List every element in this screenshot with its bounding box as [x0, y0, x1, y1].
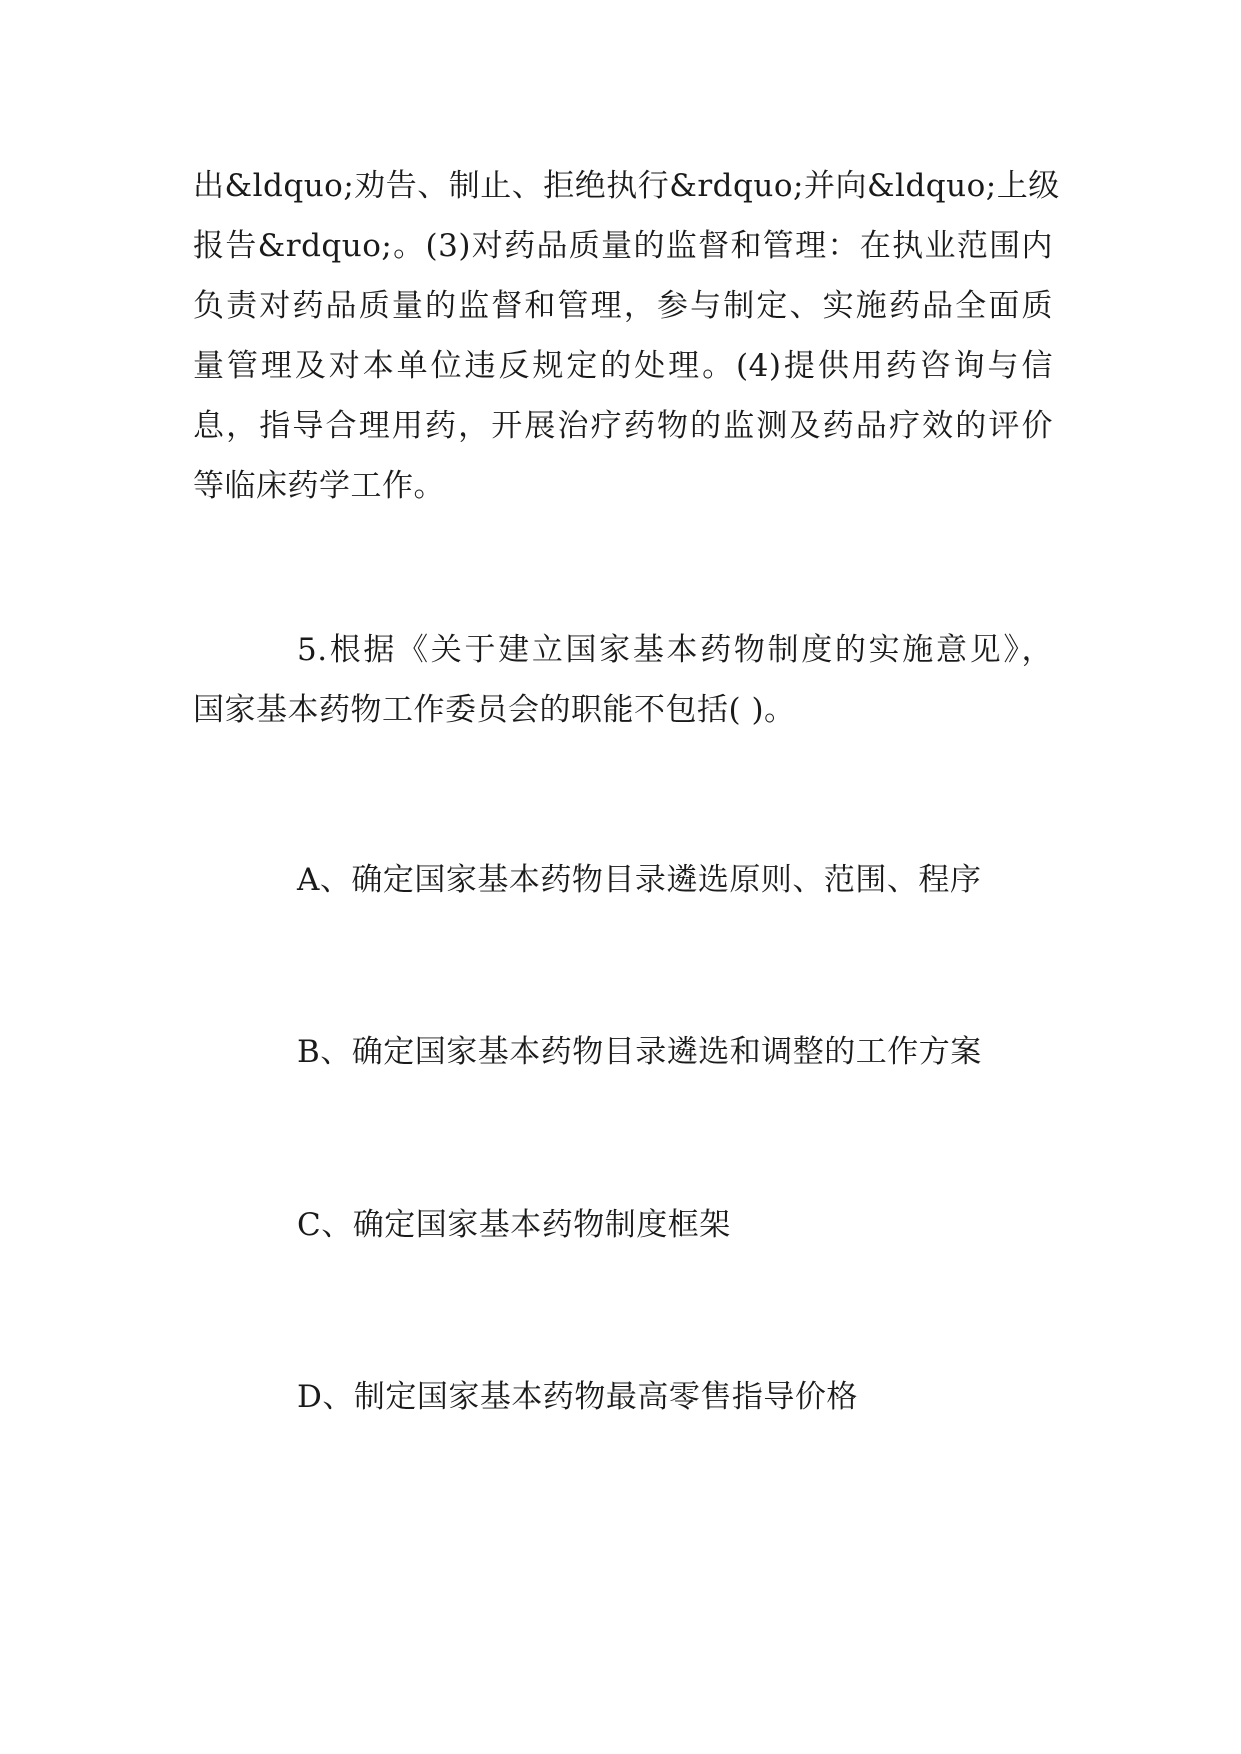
paragraph-line: 报告&rdquo;。(3)对药品质量的监督和管理：在执业范围内: [193, 228, 1053, 264]
question-line: 国家基本药物工作委员会的职能不包括( )。: [193, 692, 796, 728]
paragraph-line: 等临床药学工作。: [193, 468, 445, 504]
option-c: C、确定国家基本药物制度框架: [297, 1207, 731, 1243]
option-b: B、确定国家基本药物目录遴选和调整的工作方案: [297, 1034, 982, 1070]
paragraph-line: 息，指导合理用药，开展治疗药物的监测及药品疗效的评价: [193, 408, 1053, 444]
paragraph-line: 负责对药品质量的监督和管理，参与制定、实施药品全面质: [193, 288, 1053, 324]
paragraph-line: 出&ldquo;劝告、制止、拒绝执行&rdquo;并向&ldquo;上级: [193, 168, 1060, 204]
question-line: 5.根据《关于建立国家基本药物制度的实施意见》，: [297, 632, 1053, 668]
option-d: D、制定国家基本药物最高零售指导价格: [297, 1379, 858, 1415]
option-a: A、确定国家基本药物目录遴选原则、范围、程序: [297, 862, 982, 898]
paragraph-line: 量管理及对本单位违反规定的处理。(4)提供用药咨询与信: [193, 348, 1053, 384]
